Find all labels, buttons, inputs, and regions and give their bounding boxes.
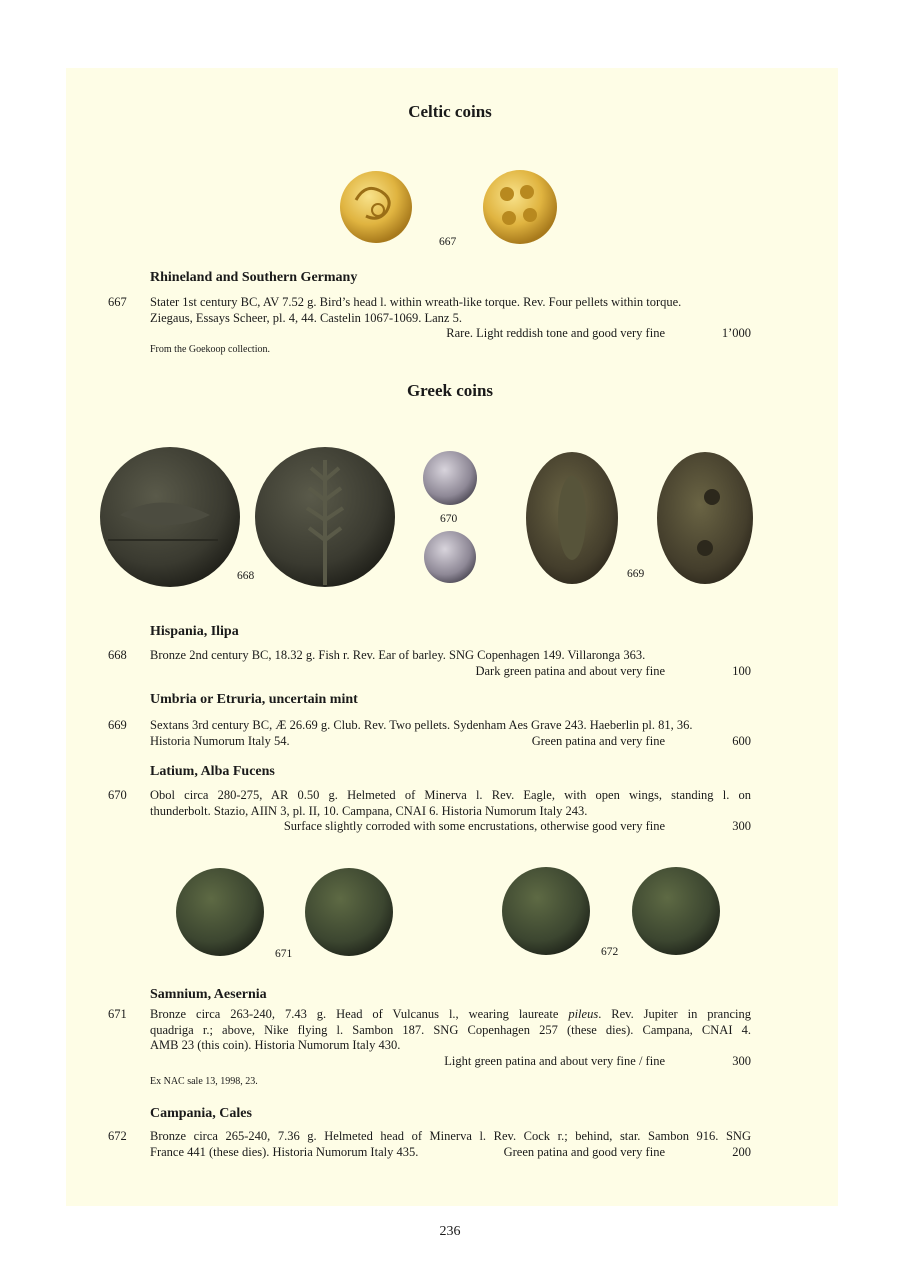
lot-number: 672 — [108, 1129, 127, 1143]
lot-condition-row — [150, 326, 751, 342]
coin-label-672: 672 — [601, 946, 619, 958]
lot-number: 668 — [108, 648, 127, 662]
lot-condition: Dark green patina and about very fine — [475, 663, 665, 678]
lot-number: 667 — [108, 295, 127, 309]
lot-line-part: Bronze circa 263-240, 7.43 g. Head of Vulcanus l., wearing laureate — [150, 1007, 569, 1021]
lot-description — [150, 1129, 751, 1160]
lot-line: Historia Numorum Italy 54. — [150, 733, 290, 748]
lot-provenance: From the Goekoop collection. — [150, 344, 270, 355]
lot-number: 669 — [108, 718, 127, 732]
lot-price: 600 — [732, 733, 751, 748]
lot-description — [150, 648, 751, 679]
lot-provenance: Ex NAC sale 13, 1998, 23. — [150, 1076, 258, 1087]
lot-condition-row — [150, 819, 751, 835]
lot-condition: Light green patina and about very fine / fine — [444, 1053, 665, 1068]
lot-number: 671 — [108, 1007, 127, 1021]
coin-670-reverse — [424, 531, 476, 583]
lot-price: 200 — [732, 1144, 751, 1159]
lot-line: Ziegaus, Essays Scheer, pl. 4, 44. Castelin 1067-1069. Lanz 5. — [150, 310, 462, 325]
region-heading: Hispania, Ilipa — [150, 624, 239, 639]
lot-line: AMB 23 (this coin). Historia Numorum Italy 430. — [150, 1038, 401, 1052]
lot-description — [150, 1007, 751, 1069]
lot-condition: Rare. Light reddish tone and good very fine — [446, 326, 665, 340]
lot-line: Sextans 3rd century BC, Æ 26.69 g. Club. Rev. Two pellets. Sydenham Aes Grave 243. Haeberlin pl. 81, 36. — [150, 718, 693, 732]
lot-line: Bronze 2nd century BC, 18.32 g. Fish r. Rev. Ear of barley. SNG Copenhagen 149. Villaronga 363. — [150, 648, 646, 662]
coin-667-reverse — [483, 170, 557, 244]
lot-description — [150, 295, 751, 342]
lot-condition-row — [150, 1054, 751, 1070]
lot-description — [150, 718, 751, 749]
lot-line — [150, 1007, 751, 1023]
coin-672-reverse — [632, 867, 720, 955]
coin-label-668: 668 — [237, 570, 255, 582]
lot-condition: Green patina and good very fine — [503, 1144, 665, 1159]
coin-667-obverse — [340, 171, 412, 243]
lot-description — [150, 788, 751, 835]
coin-668-obverse — [100, 447, 240, 587]
region-heading: Rhineland and Southern Germany — [150, 270, 358, 285]
region-heading: Campania, Cales — [150, 1106, 252, 1121]
section-title-celtic: Celtic coins — [408, 102, 492, 121]
coin-669-reverse — [657, 452, 753, 584]
lot-condition: Green patina and very fine — [531, 733, 665, 748]
coin-670-obverse — [423, 451, 477, 505]
lot-price: 100 — [732, 663, 751, 678]
lot-line: Bronze circa 265-240, 7.36 g. Helmeted head of Minerva l. Rev. Cock r.; behind, star. Sambon 916. SNG — [150, 1129, 751, 1143]
lot-line: France 441 (these dies). Historia Numorum Italy 435. — [150, 1144, 419, 1159]
region-heading: Umbria or Etruria, uncertain mint — [150, 692, 358, 707]
lot-line: thunderbolt. Stazio, AIIN 3, pl. II, 10. Campana, CNAI 6. Historia Numorum Italy 243. — [150, 803, 588, 818]
lot-line: Stater 1st century BC, AV 7.52 g. Bird’s head l. within wreath-like torque. Rev. Four pellets within torque. — [150, 295, 682, 309]
coin-label-667: 667 — [439, 236, 457, 248]
coin-label-670: 670 — [440, 513, 458, 525]
lot-condition: Surface slightly corroded with some encrustations, otherwise good very fine — [283, 819, 665, 833]
lot-line-italic: pileus — [568, 1007, 599, 1021]
coin-668-reverse — [255, 447, 395, 587]
region-heading: Latium, Alba Fucens — [150, 764, 275, 779]
lot-line-with-condition — [150, 734, 751, 750]
coin-672-obverse — [502, 867, 590, 955]
lot-number: 670 — [108, 788, 127, 802]
lot-line-with-condition — [150, 1145, 751, 1161]
section-title-greek: Greek coins — [406, 381, 494, 400]
coin-label-669: 669 — [627, 568, 645, 580]
page-number: 236 — [439, 1224, 461, 1239]
coin-671-reverse — [305, 868, 393, 956]
coin-label-671: 671 — [275, 948, 293, 960]
lot-condition-row — [150, 664, 751, 680]
lot-price: 1’000 — [721, 326, 751, 340]
coin-669-obverse — [526, 452, 618, 584]
coin-671-obverse — [176, 868, 264, 956]
lot-line: quadriga r.; above, Nike flying l. Sambon 187. SNG Copenhagen 257 (these dies). Campana, CNAI 4. — [150, 1022, 751, 1037]
lot-price: 300 — [732, 819, 751, 833]
lot-line: Obol circa 280-275, AR 0.50 g. Helmeted of Minerva l. Rev. Eagle, with open wings, standing l. on — [150, 788, 751, 802]
region-heading: Samnium, Aesernia — [150, 987, 267, 1002]
lot-price: 300 — [732, 1053, 751, 1068]
lot-line-part: . Rev. Jupiter in prancing — [598, 1007, 751, 1021]
